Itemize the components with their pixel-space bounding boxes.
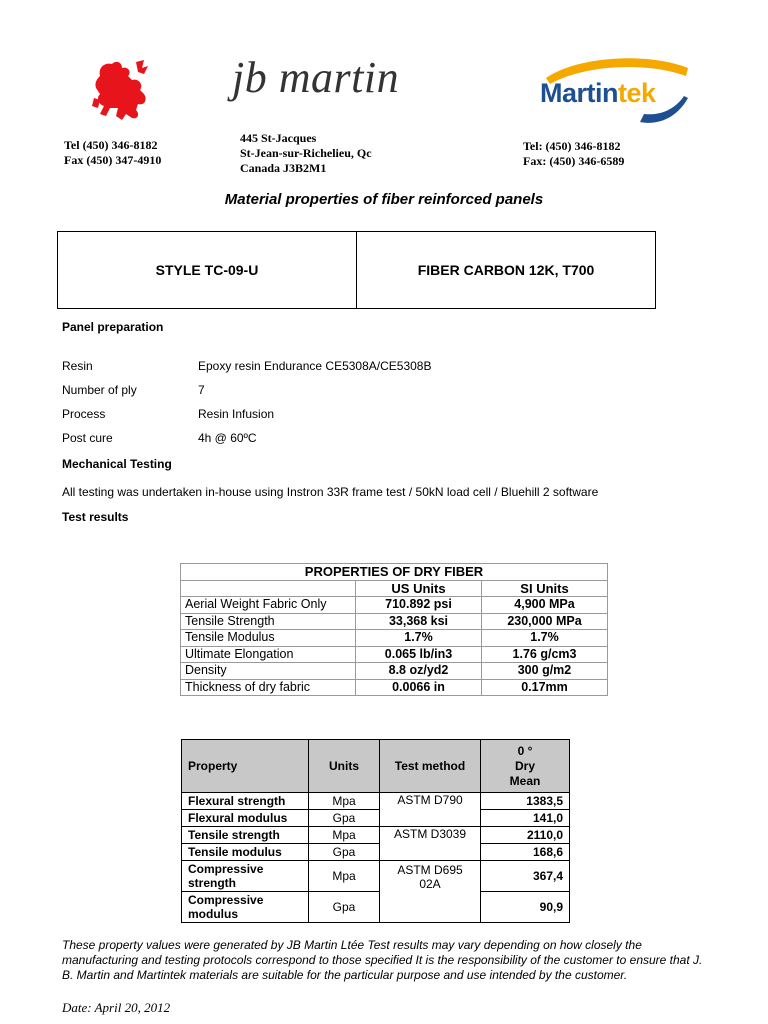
right-contact (523, 139, 624, 169)
prep-label: Post cure (62, 431, 113, 445)
panel-preparation-heading: Panel preparation (62, 320, 164, 334)
table-row (181, 630, 608, 647)
table-row (182, 892, 570, 923)
table-row (182, 844, 570, 861)
property-value: 168,6 (481, 844, 570, 861)
style-box (57, 231, 656, 309)
property-value: 2110,0 (481, 827, 570, 844)
property-units: Gpa (309, 810, 380, 827)
dry-fiber-table (180, 563, 608, 696)
address-line: Canada J3B2M1 (240, 161, 327, 175)
us-value: 1.7% (356, 630, 482, 647)
property-name: Flexural modulus (182, 810, 309, 827)
property-units: Gpa (309, 892, 380, 923)
si-value: 1.7% (482, 630, 608, 647)
table-row (182, 810, 570, 827)
disclaimer: These property values were generated by JB Martin Ltée Test results may vary depending on how closely the manufacturing and testing protocols correspond to those specified It is the responsibility of the customer to ensure that J. B. Martin and Martintek materials are suitable for the particular purpose and use intended by the customer. (62, 938, 703, 982)
us-value: 8.8 oz/yd2 (356, 663, 482, 680)
mechanical-results-table (181, 739, 570, 923)
prep-value: Epoxy resin Endurance CE5308A/CE5308B (198, 359, 432, 373)
document-title: Material properties of fiber reinforced panels (224, 191, 544, 208)
left-fax: Fax (450) 347-4910 (64, 153, 162, 167)
header-mean: Mean (509, 773, 541, 788)
header-angle: 0 ° (517, 743, 533, 758)
logo-text-martin: Martin (540, 78, 618, 108)
header-dry: Dry (514, 758, 535, 773)
address-line: St-Jean-sur-Richelieu, Qc (240, 146, 372, 160)
us-value: 0.065 lb/in3 (356, 646, 482, 663)
mech-header-row (182, 740, 570, 793)
property-value: 90,9 (481, 892, 570, 923)
prep-label: Resin (62, 359, 93, 373)
property-name: Compressive strength (182, 861, 309, 892)
dry-table-title: PROPERTIES OF DRY FIBER (181, 564, 608, 581)
test-results-heading: Test results (62, 510, 129, 524)
property-units: Mpa (309, 861, 380, 892)
prep-value: Resin Infusion (198, 407, 275, 421)
document-date: Date: April 20, 2012 (62, 1000, 171, 1015)
property-units: Gpa (309, 844, 380, 861)
prep-value: 7 (198, 383, 205, 397)
mechanical-testing-text: All testing was undertaken in-house using Instron 33R frame test / 50kN load cell / Bluehill 2 software (62, 485, 599, 499)
property-name: Compressive modulus (182, 892, 309, 923)
brand-name: jb martin (232, 53, 400, 102)
right-fax: Fax: (450) 346-6589 (523, 154, 625, 168)
property-name: Flexural strength (182, 793, 309, 810)
column-header: US Units (356, 580, 482, 597)
row-name: Tensile Strength (181, 613, 356, 630)
table-row (181, 613, 608, 630)
logo-text-tek: tek (618, 78, 656, 108)
fiber-type: FIBER CARBON 12K, T700 (417, 262, 595, 278)
property-name: Tensile strength (182, 827, 309, 844)
martintek-logo (538, 56, 690, 130)
row-name: Ultimate Elongation (181, 646, 356, 663)
table-row (181, 679, 608, 696)
mechanical-testing-heading: Mechanical Testing (62, 457, 172, 471)
si-value: 1.76 g/cm3 (482, 646, 608, 663)
test-method: ASTM D3039 (380, 827, 481, 861)
prep-label: Process (62, 407, 106, 421)
right-tel: Tel: (450) 346-8182 (523, 139, 621, 153)
left-contact (64, 138, 161, 168)
property-value: 1383,5 (481, 793, 570, 810)
style-code: STYLE TC-09-U (58, 232, 357, 308)
us-value: 710.892 psi (356, 597, 482, 614)
address (240, 131, 372, 176)
lion-logo (92, 58, 152, 122)
dry-table-title-row (181, 564, 608, 581)
column-header: Property (182, 740, 309, 793)
si-value: 0.17mm (482, 679, 608, 696)
property-units: Mpa (309, 827, 380, 844)
si-value: 300 g/m2 (482, 663, 608, 680)
row-name: Aerial Weight Fabric Only (181, 597, 356, 614)
row-name: Density (181, 663, 356, 680)
prep-label: Number of ply (62, 383, 137, 397)
si-value: 4,900 MPa (482, 597, 608, 614)
us-value: 33,368 ksi (356, 613, 482, 630)
column-header: SI Units (482, 580, 608, 597)
column-header-dry-mean (481, 740, 570, 793)
property-name: Tensile modulus (182, 844, 309, 861)
test-method: ASTM D790 (380, 793, 481, 827)
table-row (182, 827, 570, 844)
si-value: 230,000 MPa (482, 613, 608, 630)
prep-value: 4h @ 60ºC (198, 431, 257, 445)
test-method (380, 861, 481, 923)
row-name: Thickness of dry fabric (181, 679, 356, 696)
property-units: Mpa (309, 793, 380, 810)
address-line: 445 St-Jacques (240, 131, 317, 145)
table-row (181, 646, 608, 663)
property-value: 141,0 (481, 810, 570, 827)
table-row (182, 861, 570, 892)
test-method-line: 02A (419, 877, 441, 891)
table-row (181, 597, 608, 614)
table-row (182, 793, 570, 810)
column-header: Test method (380, 740, 481, 793)
test-method-line: ASTM D695 (397, 863, 463, 877)
left-tel: Tel (450) 346-8182 (64, 138, 158, 152)
dry-table-header-row (181, 580, 608, 597)
us-value: 0.0066 in (356, 679, 482, 696)
row-name: Tensile Modulus (181, 630, 356, 647)
column-header: Units (309, 740, 380, 793)
property-value: 367,4 (481, 861, 570, 892)
table-row (181, 663, 608, 680)
